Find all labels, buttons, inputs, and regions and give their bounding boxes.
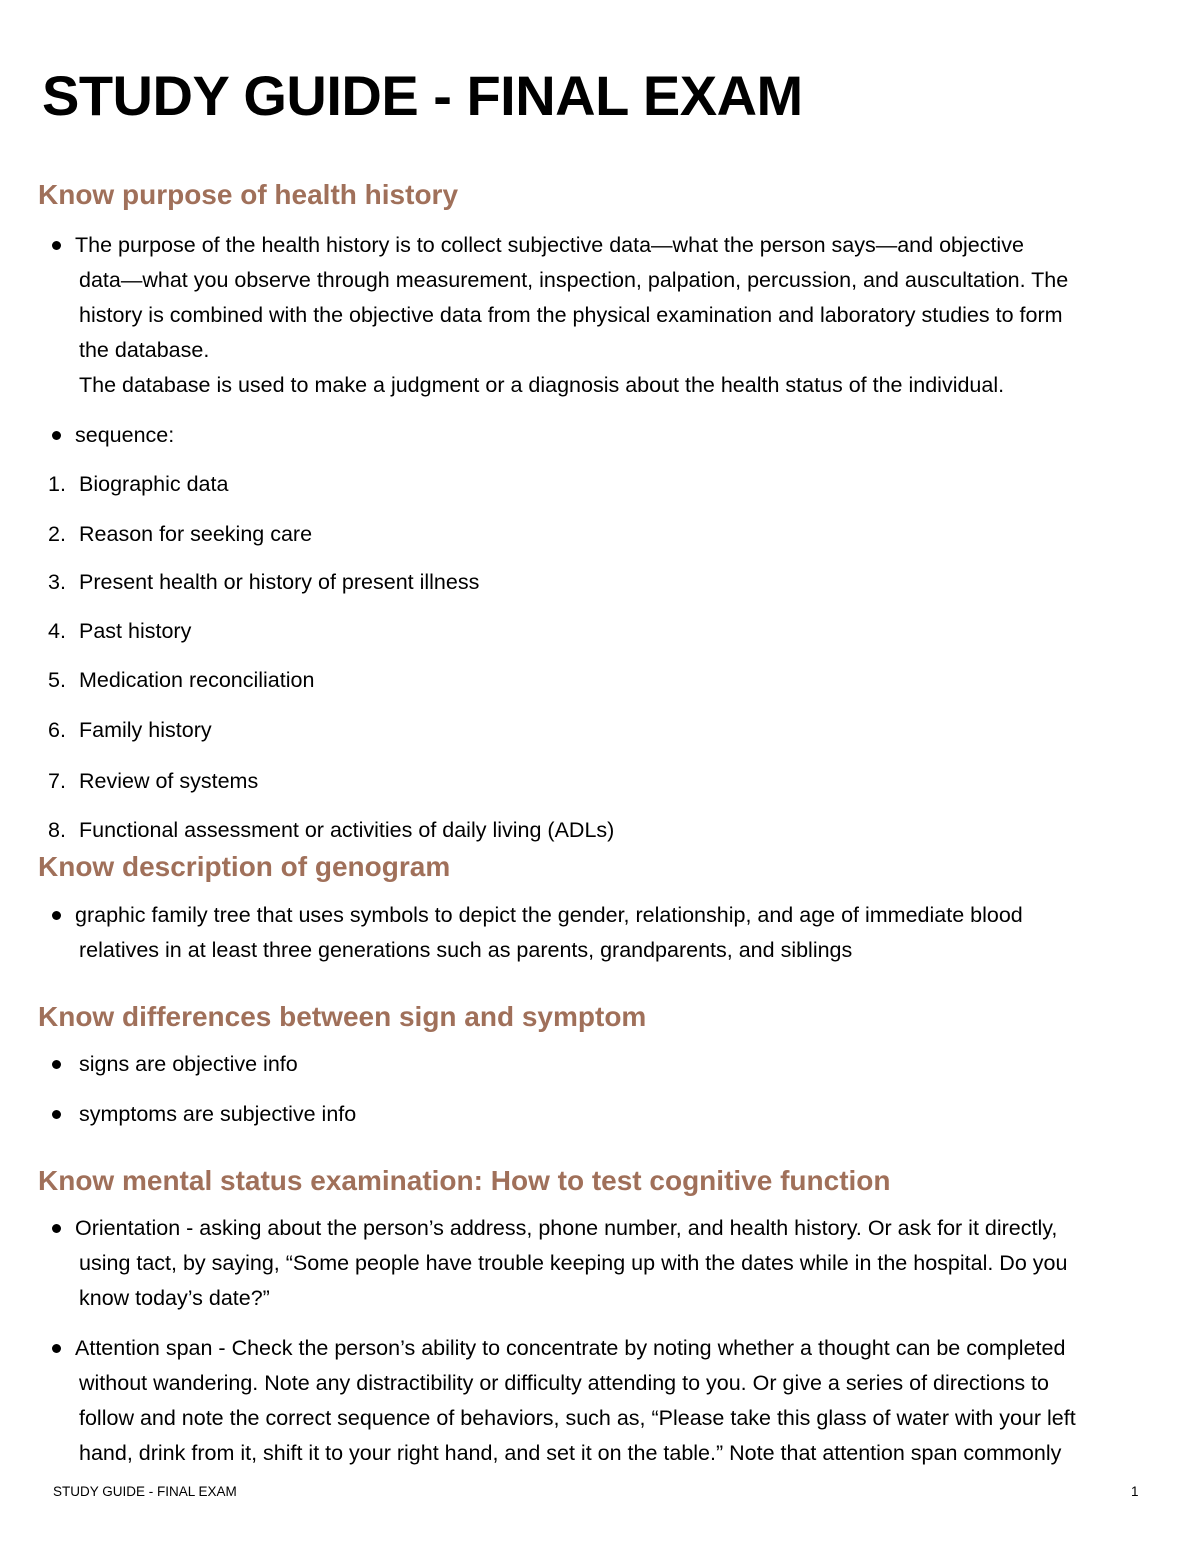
bullet-text bbox=[48, 418, 1178, 453]
section-heading-genogram: Know description of genogram bbox=[38, 851, 451, 882]
bullet-first-line: Attention span - Check the person’s ability to concentrate by noting whether a thought can be completed bbox=[75, 1336, 1066, 1360]
numbered-item-text: Biographic data bbox=[79, 472, 229, 496]
bullet-dot-icon bbox=[52, 1110, 61, 1119]
numbered-item bbox=[48, 766, 258, 796]
bullet-dot-icon bbox=[52, 1224, 61, 1233]
numbered-item-text: Family history bbox=[79, 718, 212, 742]
numbered-item bbox=[48, 616, 191, 646]
bullet-continuation: without wandering. Note any distractibility or difficulty attending to you. Or give a series of directions to follow and note the correct sequence of behaviors, such as, “Please take this glass of water with your left hand, drink from it, shift it to your right hand, and set it on the table.” Note that attention span commonly bbox=[79, 1371, 1076, 1465]
bullet-first-line: The purpose of the health history is to collect subjective data—what the person says—and objective bbox=[75, 233, 1024, 257]
bullet-first-line: graphic family tree that uses symbols to depict the gender, relationship, and age of immediate blood bbox=[75, 903, 1023, 927]
bullet-first-line: symptoms are subjective info bbox=[79, 1102, 357, 1126]
bullet-item bbox=[48, 898, 1178, 968]
list-number: 4. bbox=[48, 619, 66, 643]
bullet-item bbox=[48, 1097, 1178, 1132]
bullet-dot-icon bbox=[52, 911, 61, 920]
section-heading-mental-status: Know mental status examination: How to test cognitive function bbox=[38, 1165, 891, 1196]
numbered-item-text: Medication reconciliation bbox=[79, 668, 315, 692]
footer-document-title: STUDY GUIDE - FINAL EXAM bbox=[53, 1484, 237, 1499]
bullet-dot-icon bbox=[52, 431, 61, 440]
bullet-text bbox=[48, 1211, 1178, 1316]
numbered-item bbox=[48, 815, 614, 845]
numbered-item bbox=[48, 665, 314, 695]
bullet-item bbox=[48, 1211, 1178, 1316]
bullet-dot-icon bbox=[52, 241, 61, 250]
bullet-continuation: using tact, by saying, “Some people have trouble keeping up with the dates while in the hospital. Do you know today’s date?” bbox=[79, 1251, 1068, 1310]
list-number: 3. bbox=[48, 570, 66, 594]
bullet-text bbox=[48, 1047, 1178, 1082]
document-title: STUDY GUIDE - FINAL EXAM bbox=[42, 64, 803, 127]
bullet-dot-icon bbox=[52, 1060, 61, 1069]
bullet-continuation: relatives in at least three generations such as parents, grandparents, and siblings bbox=[79, 938, 853, 962]
bullet-item bbox=[48, 418, 1178, 453]
bullet-text bbox=[48, 228, 1178, 403]
list-number: 6. bbox=[48, 718, 66, 742]
numbered-item bbox=[48, 715, 212, 745]
numbered-item-text: Reason for seeking care bbox=[79, 522, 313, 546]
bullet-dot-icon bbox=[52, 1344, 61, 1353]
list-number: 2. bbox=[48, 522, 66, 546]
bullet-text bbox=[48, 1097, 1178, 1132]
numbered-item-text: Past history bbox=[79, 619, 192, 643]
bullet-continuation: data—what you observe through measurement, inspection, palpation, percussion, and auscultation. The history is combined with the objective data from the physical examination and laboratory studies to form the database. The database is used to make a judgment or a diagnosis about the health status of the individual. bbox=[79, 268, 1069, 397]
bullet-item bbox=[48, 228, 1178, 403]
footer-page-number: 1 bbox=[1131, 1484, 1139, 1499]
bullet-first-line: Orientation - asking about the person’s address, phone number, and health history. Or ask for it directly, bbox=[75, 1216, 1058, 1240]
section-heading-sign-symptom: Know differences between sign and symptom bbox=[38, 1001, 647, 1032]
bullet-text bbox=[48, 1331, 1178, 1471]
list-number: 5. bbox=[48, 668, 66, 692]
list-number: 1. bbox=[48, 472, 66, 496]
bullet-first-line: signs are objective info bbox=[79, 1052, 298, 1076]
list-number: 7. bbox=[48, 769, 66, 793]
numbered-item-text: Functional assessment or activities of daily living (ADLs) bbox=[79, 818, 615, 842]
bullet-first-line: sequence: bbox=[75, 423, 175, 447]
numbered-item bbox=[48, 469, 228, 499]
numbered-item bbox=[48, 567, 479, 597]
numbered-item bbox=[48, 519, 312, 549]
bullet-item bbox=[48, 1331, 1178, 1471]
section-heading-health-history: Know purpose of health history bbox=[38, 179, 459, 210]
list-number: 8. bbox=[48, 818, 66, 842]
numbered-item-text: Review of systems bbox=[79, 769, 259, 793]
numbered-item-text: Present health or history of present illness bbox=[79, 570, 480, 594]
bullet-text bbox=[48, 898, 1178, 968]
bullet-item bbox=[48, 1047, 1178, 1082]
